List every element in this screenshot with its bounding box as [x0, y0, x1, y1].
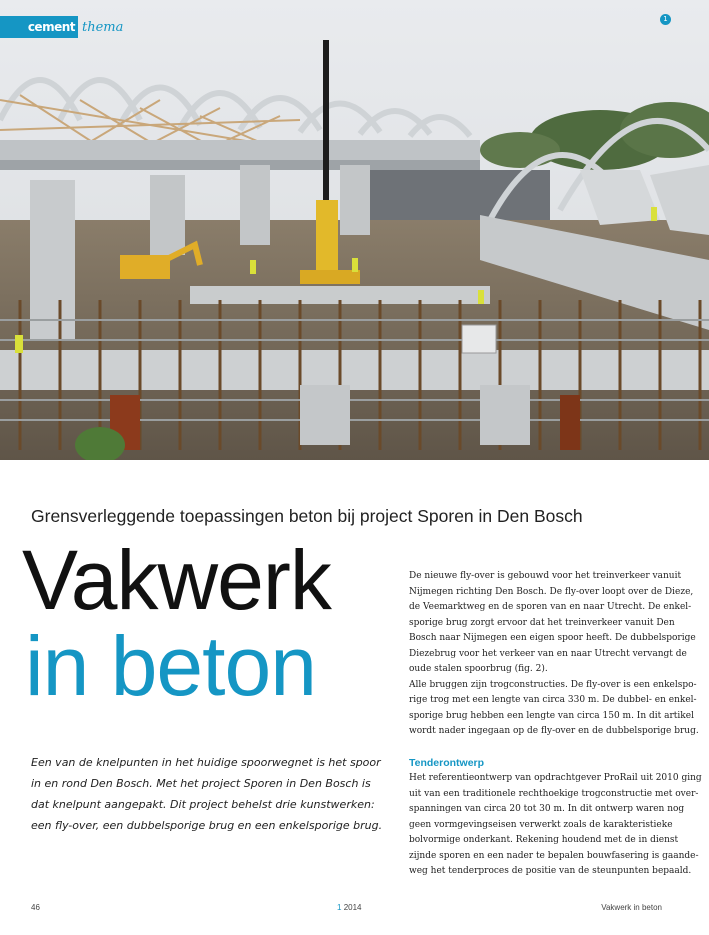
issue-year: 2014: [343, 903, 362, 912]
brand-bar: [0, 16, 78, 38]
body-line: Het referentieontwerp van opdrachtgever ProRail uit 2010 ging: [409, 773, 702, 783]
body-line: Nijmegen richting Den Bosch. De fly-over loopt over de Dieze,: [409, 586, 694, 597]
section-heading: Tenderontwerp: [409, 757, 485, 769]
issue-number: 1: [337, 903, 342, 912]
body-line: sporige brug hebben een lengte van circa 150 m. In dit artikel: [409, 710, 694, 721]
body-line: sporige brug zorgt ervoor dat het treinverkeer vanuit Den: [409, 617, 675, 628]
intro-line: een fly-over, een dubbelsporige brug en een enkelsporige brug.: [31, 819, 383, 832]
body-line: weg het tenderproces de positie van de steunpunten bepaald.: [409, 866, 692, 876]
brand-logo: cement: [27, 20, 75, 34]
body-line: bolvormige onderkant. Rekening houdend met de in dienst: [409, 835, 679, 845]
intro-line: dat knelpunt aangepakt. Dit project behelst drie kunstwerken:: [31, 798, 375, 811]
issue-badge: 1: [660, 14, 671, 25]
article-subtitle: Grensverleggende toepassingen beton bij project Sporen in Den Bosch: [31, 506, 583, 526]
intro-line: in en rond Den Bosch. Met het project Sporen in Den Bosch is: [31, 777, 371, 790]
page-number: 46: [31, 903, 40, 912]
body-line: wordt nader ingegaan op de fly-over en de dubbelsporige brug.: [409, 726, 699, 736]
construction-site-photo: [0, 0, 709, 460]
body-line: uit van een traditionele rechthoekige trogconstructie met over-: [409, 788, 699, 799]
body-text-column-1: [409, 569, 699, 740]
body-line: rige trog met een lengte van circa 330 m. De dubbel- en enkel-: [409, 695, 697, 705]
body-line: zijnde sporen en een nader te bepalen bouwfasering is gaande-: [409, 850, 699, 861]
issue-info: [337, 903, 361, 912]
article-intro: [31, 752, 383, 836]
body-line: Alle bruggen zijn trogconstructies. De fly-over is een enkelspo-: [409, 679, 697, 690]
intro-line: Een van de knelpunten in het huidige spoorwegnet is het spoor: [31, 756, 381, 769]
body-line: Diezebrug voor het verkeer van en naar Utrecht vervangt de: [409, 648, 687, 659]
article-title-line-2: in beton: [25, 619, 316, 713]
hero-photo: [0, 0, 709, 460]
running-title: Vakwerk in beton: [601, 903, 662, 912]
body-line: spanningen van circa 20 tot 30 m. In dit ontwerp waren nog: [409, 804, 685, 814]
body-line: geen vormgevingseisen verwerkt zoals de karakteristieke: [409, 819, 673, 830]
body-line: De nieuwe fly-over is gebouwd voor het treinverkeer vanuit: [409, 571, 682, 581]
body-line: de Veemarktweg en de sporen van en naar Utrecht. De enkel-: [409, 602, 692, 612]
section-label: thema: [82, 19, 124, 35]
body-line: oude stalen spoorbrug (fig. 2).: [409, 664, 548, 674]
body-text-column-2: [409, 771, 702, 880]
article-title-line-1: Vakwerk: [22, 533, 331, 627]
body-line: Bosch naar Nijmegen een eigen spoor heeft. De dubbelsporige: [409, 633, 696, 643]
section-tag: [0, 16, 123, 38]
